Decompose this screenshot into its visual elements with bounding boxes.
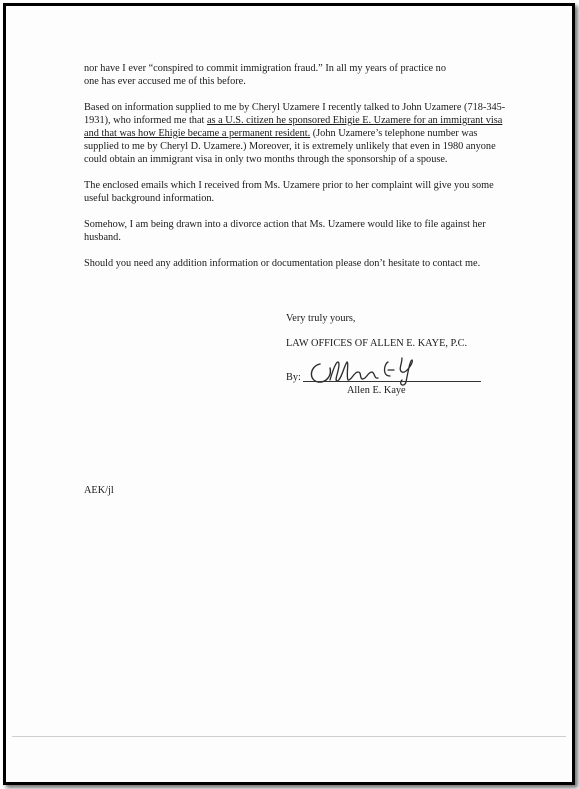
reference-initials: AEK/jl bbox=[84, 485, 114, 496]
paragraph-1 bbox=[84, 62, 514, 88]
paragraph-5: Should you need any addition information or documentation please don’t hesitate to contact me. bbox=[84, 258, 481, 269]
letter-body bbox=[84, 62, 514, 283]
salutation: Very truly yours, bbox=[286, 313, 356, 324]
paragraph-4: Somehow, I am being drawn into a divorce action that Ms. Uzamere would like to file against her husband. bbox=[84, 219, 486, 243]
firm-name: LAW OFFICES OF ALLEN E. KAYE, P.C. bbox=[286, 338, 468, 349]
handwritten-signature bbox=[306, 354, 424, 388]
paragraph-2-text-c: (John Uzamere’s telephone number was supplied to me by Cheryl D. Uzamere.) Moreover, it is extremely unlikely that even in 1980 anyone could obtain an immigrant visa in only two months through the sponsorship of a spouse. bbox=[84, 128, 496, 165]
paragraph-1-line-2: one has ever accused me of this before. bbox=[84, 76, 246, 87]
signature-line bbox=[303, 381, 481, 382]
paragraph-1-line-1: nor have I ever “conspired to commit immigration fraud.” In all my years of practice no bbox=[84, 63, 446, 74]
signer-name: Allen E. Kaye bbox=[347, 385, 406, 396]
paragraph-2 bbox=[84, 101, 514, 166]
paragraph-3: The enclosed emails which I received from Ms. Uzamere prior to her complaint will give you some useful background information. bbox=[84, 180, 494, 204]
paragraph-2-underlined-2: and that was how Ehigie became a permanent resident. bbox=[84, 128, 311, 139]
paragraph-2-text-a: Based on information supplied to me by Cheryl Uzamere I recently talked to John Uzamere (718-345-1931), who informed me that bbox=[84, 102, 506, 126]
page-edge-divider bbox=[12, 736, 566, 737]
paragraph-2-underlined-1: as a U.S. citizen he sponsored Ehigie E. Uzamere for an immigrant visa bbox=[206, 115, 503, 126]
by-label: By: bbox=[286, 372, 301, 383]
